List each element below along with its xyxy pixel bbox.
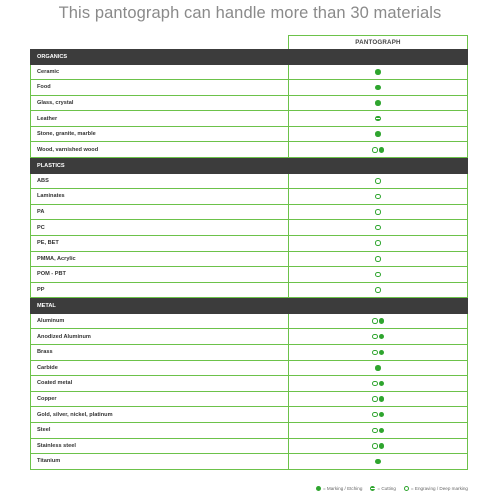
material-label: Wood, varnished wood	[30, 142, 289, 157]
material-label: Food	[30, 80, 289, 95]
filled-dot-icon	[379, 428, 385, 434]
pantograph-cell	[289, 252, 468, 267]
pantograph-cell	[289, 174, 468, 189]
legend-item-cutting	[370, 486, 396, 491]
material-label: ABS	[30, 174, 289, 189]
table-row	[30, 376, 468, 392]
filled-dot-icon	[375, 69, 381, 75]
pantograph-cell	[289, 205, 468, 220]
table-row	[30, 345, 468, 361]
pantograph-cell	[289, 423, 468, 438]
material-label: POM - PBT	[30, 267, 289, 282]
material-label: Leather	[30, 111, 289, 126]
filled-dot-icon	[379, 443, 385, 449]
table-row	[30, 127, 468, 143]
pantograph-cell	[289, 127, 468, 142]
section-header-organics: ORGANICS	[30, 49, 468, 65]
table-row	[30, 80, 468, 96]
header-spacer	[30, 35, 288, 49]
table-row	[30, 96, 468, 112]
filled-dot-icon	[379, 396, 385, 402]
table-row	[30, 407, 468, 423]
open-dot-icon	[372, 412, 378, 418]
table-row	[30, 283, 468, 299]
material-label: Aluminum	[30, 314, 289, 329]
open-dot-icon	[375, 194, 381, 200]
material-label: Stone, granite, marble	[30, 127, 289, 142]
pantograph-cell	[289, 236, 468, 251]
page-title: This pantograph can handle more than 30 materials	[58, 4, 442, 22]
filled-dot-icon	[375, 85, 381, 91]
section-header-metal: METAL	[30, 298, 468, 314]
material-label: Glass, crystal	[30, 96, 289, 111]
material-label: Carbide	[30, 361, 289, 376]
section-header-plastics: PLASTICS	[30, 158, 468, 174]
legend-item-marking	[316, 486, 362, 491]
filled-dot-icon	[379, 412, 385, 418]
pantograph-cell	[289, 392, 468, 407]
pantograph-cell	[289, 267, 468, 282]
open-dot-icon	[375, 287, 381, 293]
material-label: Laminates	[30, 189, 289, 204]
pantograph-cell	[289, 283, 468, 298]
open-dot-icon	[372, 443, 378, 449]
filled-dot-icon	[379, 147, 385, 153]
table-row	[30, 267, 468, 283]
table-row	[30, 314, 468, 330]
open-dot-icon	[375, 272, 381, 278]
material-label: Brass	[30, 345, 289, 360]
pantograph-cell	[289, 80, 468, 95]
pantograph-cell	[289, 439, 468, 454]
pantograph-cell	[289, 345, 468, 360]
table-row	[30, 329, 468, 345]
pantograph-cell	[289, 189, 468, 204]
pantograph-cell	[289, 142, 468, 157]
legend	[0, 483, 468, 493]
table-row	[30, 423, 468, 439]
materials-table	[30, 35, 468, 470]
pantograph-cell	[289, 220, 468, 235]
material-label: Ceramic	[30, 65, 289, 80]
table-row	[30, 111, 468, 127]
material-label: Titanium	[30, 454, 289, 469]
legend-item-engraving	[404, 486, 468, 491]
table-row	[30, 361, 468, 377]
open-dot-icon	[372, 350, 378, 356]
pantograph-cell	[289, 111, 468, 126]
table-row	[30, 65, 468, 81]
open-dot-icon	[375, 225, 381, 231]
table-row	[30, 454, 468, 470]
cutting-dot-icon	[375, 116, 381, 122]
table-row	[30, 236, 468, 252]
open-dot-icon	[372, 428, 378, 434]
open-dot-icon	[404, 486, 409, 491]
material-label: Copper	[30, 392, 289, 407]
open-dot-icon	[372, 396, 378, 402]
filled-dot-icon	[375, 459, 381, 465]
table-row	[30, 220, 468, 236]
pantograph-cell	[289, 361, 468, 376]
material-label: Steel	[30, 423, 289, 438]
pantograph-cell	[289, 65, 468, 80]
table-row	[30, 205, 468, 221]
filled-dot-icon	[375, 365, 381, 371]
pantograph-cell	[289, 454, 468, 469]
open-dot-icon	[375, 178, 381, 184]
material-label: Stainless steel	[30, 439, 289, 454]
table-row	[30, 142, 468, 158]
material-label: Anodized Aluminum	[30, 329, 289, 344]
open-dot-icon	[372, 318, 378, 324]
open-dot-icon	[372, 381, 378, 387]
table-row	[30, 439, 468, 455]
open-dot-icon	[375, 256, 381, 262]
pantograph-cell	[289, 96, 468, 111]
table-body	[30, 49, 468, 470]
material-label: Coated metal	[30, 376, 289, 391]
filled-dot-icon	[375, 100, 381, 106]
table-row	[30, 174, 468, 190]
material-label: PE, BET	[30, 236, 289, 251]
table-row	[30, 252, 468, 268]
open-dot-icon	[375, 209, 381, 215]
table-row	[30, 392, 468, 408]
legend-label: = Marking / Etching	[322, 485, 363, 491]
material-label: PC	[30, 220, 289, 235]
open-dot-icon	[372, 147, 378, 153]
table-header	[30, 35, 468, 49]
cutting-dot-icon	[370, 486, 375, 491]
legend-label: = Cutting	[377, 485, 396, 491]
pantograph-cell	[289, 314, 468, 329]
filled-dot-icon	[379, 318, 385, 324]
open-dot-icon	[372, 334, 378, 340]
material-label: PA	[30, 205, 289, 220]
column-header-pantograph: PANTOGRAPH	[288, 35, 468, 49]
filled-dot-icon	[379, 350, 385, 356]
legend-label: = Engraving / Deep marking	[410, 485, 468, 491]
material-label: Gold, silver, nickel, platinum	[30, 407, 289, 422]
open-dot-icon	[375, 240, 381, 246]
pantograph-cell	[289, 407, 468, 422]
material-label: PMMA, Acrylic	[30, 252, 289, 267]
pantograph-cell	[289, 329, 468, 344]
filled-dot-icon	[379, 334, 385, 340]
filled-dot-icon	[375, 131, 381, 137]
filled-dot-icon	[316, 486, 321, 491]
table-row	[30, 189, 468, 205]
filled-dot-icon	[379, 381, 385, 387]
pantograph-cell	[289, 376, 468, 391]
material-label: PP	[30, 283, 289, 298]
